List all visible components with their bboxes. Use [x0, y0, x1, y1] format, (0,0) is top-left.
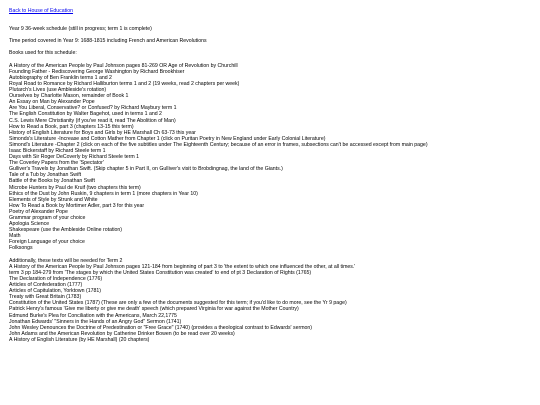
- additional-text-item: Treaty with Great Britain (1783): [9, 294, 82, 301]
- book-item: Battle of the Books by Jonathan Swift: [9, 178, 95, 185]
- book-item: Days with Sir Roger DeCoverly by Richard Steele term 1: [9, 154, 140, 161]
- books-heading: Books used for this schedule:: [9, 50, 77, 57]
- book-item: Shakespeare (use the Ambleside Online rotation): [9, 227, 123, 234]
- book-item: Tale of a Tub by Jonathan Swift: [9, 172, 82, 179]
- additional-text-item: A History of the American People by Paul Johnson pages 121-184 from beginning of part 3 to 'the extent to which one influenced the other, at all times.': [9, 263, 356, 270]
- book-item: Math: [9, 233, 21, 240]
- book-item: Are You Liberal, Conservative? or Confused? by Richard Maybury term 1: [9, 105, 177, 112]
- book-item: Plutarch's Lives (use Ambleside's rotation): [9, 87, 107, 94]
- schedule-title: Year 9 36-week schedule (still in progress; term 1 is complete): [9, 26, 152, 33]
- additional-text-item: Jonathan Edwards' "Sinners in the Hands of an Angry God" Sermon (1741): [9, 318, 182, 325]
- book-item: Ethics of the Dust by John Ruskin, 9 chapters in term 1 (more chapters in Year 10): [9, 190, 198, 197]
- book-item: Simonds's Literature -Increase and Cotton Mather from Chapter 1 (click on Puritan Poetry in New England under Early Colonial Literature): [9, 135, 326, 142]
- book-item: Microbe Hunters by Paul de Kruif (two chapters this term): [9, 184, 141, 191]
- book-item: Apologia Science: [9, 221, 50, 228]
- book-item: Folksongs: [9, 245, 33, 252]
- back-link[interactable]: Back to House of Education: [9, 8, 74, 14]
- additional-heading: Additionally, these texts will be needed for Term 2: [9, 257, 123, 264]
- books-list: [9, 63, 531, 252]
- additional-text-item: John Adams and the American Revolution by Catherine Drinker Bowen (to be read over 20 weeks): [9, 330, 235, 337]
- additional-text-item: A History of English Literature (by HE Marshall) (20 chapters): [9, 336, 150, 343]
- book-item: Gulliver's Travels by Jonathan Swift. (Skip chapter 5 in Part II, on Gulliver's visit to Brobdingnag, the land of the Giants.): [9, 166, 283, 173]
- time-period: Time period covered in Year 9: 1688-1815 including French and American Revolutions: [9, 38, 207, 45]
- book-item: Elements of Style by Strunk and White: [9, 196, 98, 203]
- book-item: An Essay on Man by Alexander Pope: [9, 99, 95, 106]
- book-item: Founding Father - Rediscovering George Washington by Richard Brookhiser: [9, 68, 185, 75]
- book-item: A History of the American People by Paul Johnson pages 81-269 OR Age of Revolution by Churchill: [9, 62, 238, 69]
- additional-text-item: Articles of Capitulation, Yorktown (1781): [9, 288, 101, 295]
- book-item: Isaac Bickerstaff by Richard Steele term 1: [9, 147, 106, 154]
- book-item: History of English Literature for Boys and Girls by HE Marshall Ch 63-73 this year: [9, 129, 196, 136]
- spacer: [9, 14, 531, 26]
- additional-text-item: term 3 pp 184-279 from 'The stages by which the United States Constitution was created' to end of pt 3 Declaration of Rights (1765): [9, 269, 312, 276]
- book-item: Foreign Language of your choice: [9, 239, 85, 246]
- book-item: How To Read a Book by Mortimer Adler, part 3 for this year: [9, 202, 145, 209]
- additional-list: [9, 264, 531, 343]
- additional-text-item: Constitution of the United States (1787) (These are only a few of the documents suggested for this term; if you'd like to do more, see the Yr 9 page): [9, 300, 347, 307]
- additional-text-item: Edmund Burke's Plea for Conciliation with the Americans, March 22,1775: [9, 312, 177, 319]
- book-item: Autobiography of Ben Franklin terms 1 and 2: [9, 74, 112, 81]
- additional-text-item: John Wesley Denounces the Doctrine of Predestination or "Free Grace" (1740) (provides a theological contrast to Edwards' sermon): [9, 324, 313, 331]
- book-item: Grammar program of your choice: [9, 215, 86, 221]
- book-item: The English Constitution by Walter Bagehot, used in terms 1 and 2: [9, 111, 162, 118]
- book-item: How to Read a Book, part 3 (chapters 13-15 this term): [9, 123, 134, 130]
- book-item: Royal Road to Romance by Richard Halliburton terms 1 and 2 (19 weeks, read 2 chapters per week): [9, 80, 240, 87]
- book-item: Poetry of Alexander Pope: [9, 208, 68, 215]
- additional-text-item: Patrick Henry's famous 'Give me liberty or give me death' speech (which prepared Virginia for war against the Mother Country): [9, 306, 299, 313]
- book-item: Simond's Literature -Chapter 2 (click on each of the five subtitles under The Eighteenth Century; because of an error in frames, subsections can't be accessed except from main page): [9, 141, 428, 148]
- book-item: C.S. Lewis Mere Christianity (if you've read it, read The Abolition of Man): [9, 117, 176, 124]
- book-item: Ourselves by Charlotte Mason, remainder of Book 1: [9, 93, 129, 100]
- additional-text-item: Articles of Confederation (1777): [9, 282, 83, 289]
- additional-text-item: The Declaration of Independence (1776): [9, 275, 103, 282]
- book-item: The Coverley Papers from the 'Spectator': [9, 160, 104, 167]
